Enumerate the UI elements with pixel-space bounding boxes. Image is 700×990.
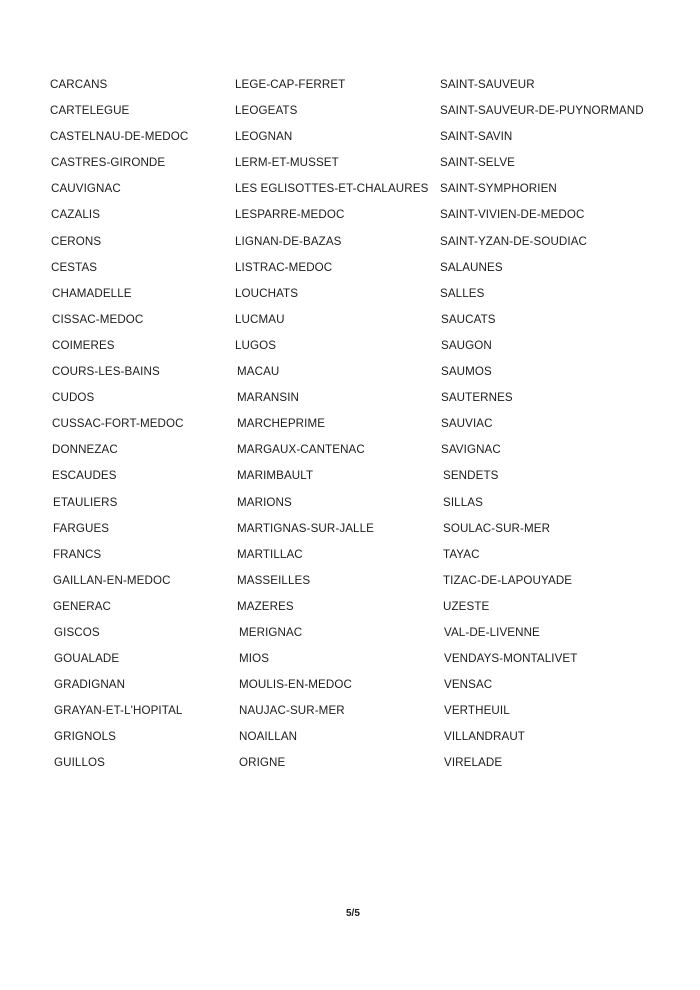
commune-name: CASTELNAU-DE-MEDOC (50, 130, 189, 144)
commune-name: VAL-DE-LIVENNE (444, 625, 540, 639)
commune-name: DONNEZAC (52, 443, 118, 457)
commune-name: SAUCATS (441, 312, 496, 326)
commune-name: GRIGNOLS (54, 730, 117, 744)
commune-name: GRADIGNAN (54, 678, 126, 692)
commune-name: SAUGON (441, 338, 492, 352)
commune-name: SOULAC-SUR-MER (443, 521, 551, 535)
commune-name: CHAMADELLE (52, 286, 132, 300)
commune-name: TIZAC-DE-LAPOUYADE (443, 573, 573, 587)
commune-name: MERIGNAC (239, 625, 303, 639)
commune-column-2 (235, 76, 428, 781)
commune-name: GUILLOS (54, 756, 105, 770)
commune-name: CUSSAC-FORT-MEDOC (52, 417, 184, 431)
commune-name: CARTELEGUE (50, 104, 130, 118)
commune-name: MAZERES (237, 599, 294, 613)
commune-name: SALLES (440, 286, 485, 300)
commune-name: COIMERES (52, 338, 115, 352)
commune-name: LEOGNAN (235, 130, 293, 144)
commune-name: LIGNAN-DE-BAZAS (235, 234, 342, 248)
commune-column-1 (50, 76, 188, 781)
commune-name: VERTHEUIL (444, 704, 510, 718)
commune-name: MARTIGNAS-SUR-JALLE (237, 521, 374, 535)
commune-name: MOULIS-EN-MEDOC (239, 678, 352, 692)
commune-name: CASTRES-GIRONDE (51, 156, 166, 170)
commune-name: LEOGEATS (235, 104, 298, 118)
commune-name: GISCOS (54, 625, 100, 639)
commune-name: SAINT-SAUVEUR (440, 78, 535, 91)
commune-name: MARTILLAC (237, 547, 303, 561)
commune-name: MARCHEPRIME (237, 417, 326, 431)
commune-name: CERONS (51, 234, 102, 248)
commune-name: SAINT-YZAN-DE-SOUDIAC (440, 234, 588, 248)
page-number: 5/5 (346, 908, 360, 919)
commune-name: COURS-LES-BAINS (52, 365, 160, 379)
commune-name: SAINT-SAVIN (440, 130, 513, 144)
commune-name: LUGOS (235, 338, 277, 352)
commune-name: SAINT-SYMPHORIEN (440, 182, 557, 196)
commune-name: LUCMAU (235, 312, 285, 326)
commune-name: FARGUES (53, 521, 110, 535)
commune-name: CAUVIGNAC (51, 182, 121, 196)
commune-name: SAUTERNES (441, 391, 513, 405)
commune-name: MARIONS (237, 495, 292, 509)
commune-name: TAYAC (443, 547, 480, 561)
commune-name: GENERAC (53, 599, 112, 613)
commune-name: MIOS (239, 652, 270, 666)
commune-name: VIRELADE (444, 756, 503, 770)
commune-name: FRANCS (53, 547, 102, 561)
commune-name: SAINT-SELVE (440, 156, 515, 170)
commune-name: SAUVIAC (441, 417, 493, 431)
commune-name: UZESTE (443, 599, 490, 613)
commune-name: SAUMOS (441, 365, 492, 379)
commune-name: MACAU (237, 365, 280, 379)
commune-name: LISTRAC-MEDOC (235, 260, 333, 274)
commune-name: CUDOS (52, 391, 95, 405)
commune-name: LESPARRE-MEDOC (235, 208, 345, 222)
commune-name: VILLANDRAUT (444, 730, 525, 744)
commune-name: MARGAUX-CANTENAC (237, 443, 365, 457)
commune-name: LERM-ET-MUSSET (235, 156, 339, 170)
commune-name: GRAYAN-ET-L'HOPITAL (54, 704, 183, 718)
commune-name: LES EGLISOTTES-ET-CHALAURES (235, 182, 429, 196)
commune-name: CESTAS (51, 260, 98, 274)
commune-name: CISSAC-MEDOC (52, 312, 144, 326)
commune-name: SAVIGNAC (441, 443, 501, 457)
commune-name: SILLAS (443, 495, 483, 509)
commune-name: MASSEILLES (237, 573, 311, 587)
commune-name: MARANSIN (237, 391, 299, 405)
commune-name: CAZALIS (51, 208, 101, 222)
commune-name: VENDAYS-MONTALIVET (444, 652, 578, 666)
commune-name: MARIMBAULT (237, 469, 314, 483)
commune-name: ESCAUDES (52, 469, 117, 483)
commune-name: LOUCHATS (235, 286, 299, 300)
commune-name: NAUJAC-SUR-MER (239, 704, 345, 718)
commune-name: GOUALADE (54, 652, 120, 666)
commune-name: VENSAC (444, 678, 493, 692)
commune-column-3 (440, 76, 644, 781)
commune-name: NOAILLAN (239, 730, 298, 744)
commune-name: ETAULIERS (53, 495, 118, 509)
commune-name: LEGE-CAP-FERRET (235, 78, 346, 91)
commune-name: SAINT-SAUVEUR-DE-PUYNORMAND (440, 104, 644, 118)
commune-name: GAILLAN-EN-MEDOC (53, 573, 171, 587)
commune-name: SAINT-VIVIEN-DE-MEDOC (440, 208, 585, 222)
commune-name: SENDETS (443, 469, 499, 483)
commune-name: SALAUNES (440, 260, 503, 274)
commune-name: ORIGNE (239, 756, 286, 770)
commune-name: CARCANS (50, 78, 108, 91)
